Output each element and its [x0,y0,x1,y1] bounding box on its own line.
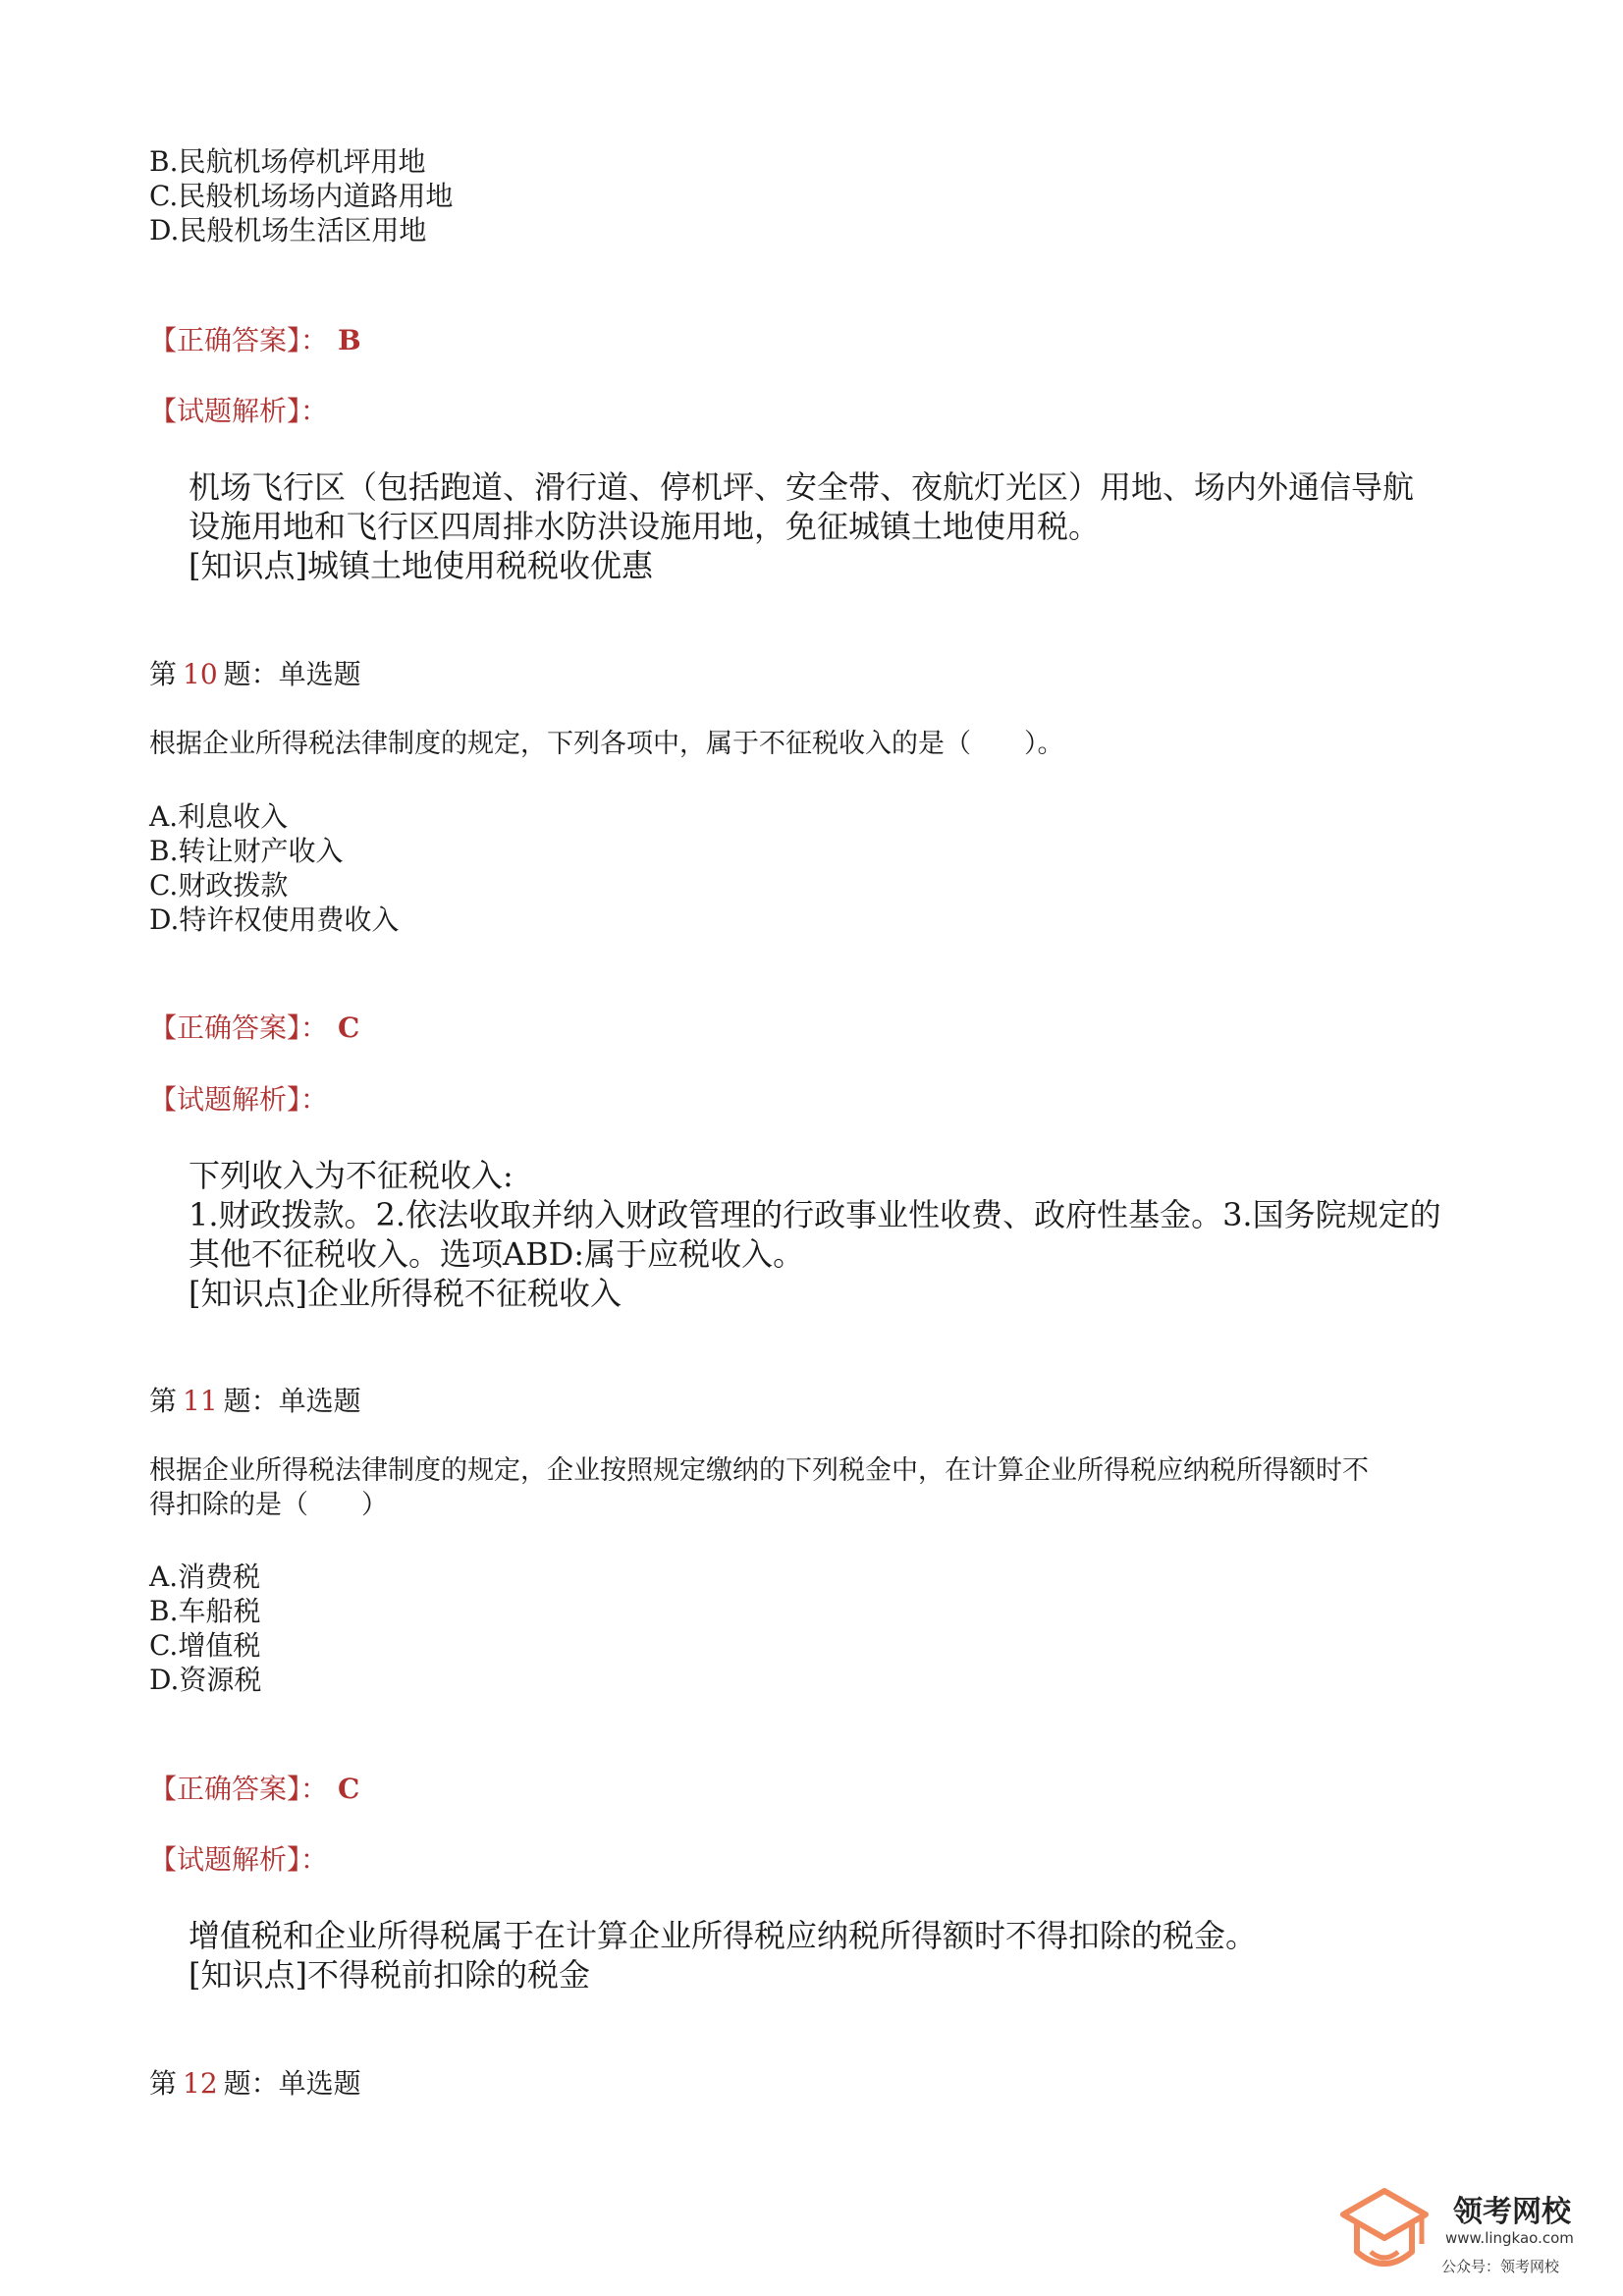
q10-answer-label: 【正确答案】： [149,1011,329,1044]
q10-knowledge-point: [知识点]企业所得税不征税收入 [189,1275,622,1312]
q12-heading [149,2067,361,2101]
q11-type: 题：单选题 [223,1385,361,1417]
q11-analysis-label: 【试题解析】： [149,1843,329,1876]
q11-prefix: 第 [149,1385,178,1417]
q11-option-d: D.资源税 [149,1664,262,1696]
q10-option-c: C.财政拨款 [149,869,289,902]
q9-knowledge-point: [知识点]城镇土地使用税税收优惠 [189,547,653,584]
q11-knowledge-point: [知识点]不得税前扣除的税金 [189,1956,590,1994]
q10-analysis-line: 1.财政拨款。2.依法收取并纳入财政管理的行政事业性收费、政府性基金。3.国务院规定的 [189,1196,1441,1233]
q10-heading [149,658,361,691]
q10-answer-letter: C [338,1011,360,1044]
q9-analysis-line: 机场飞行区（包括跑道、滑行道、停机坪、安全带、夜航灯光区）用地、场内外通信导航 [189,468,1415,506]
logo-url: www.lingkao.com [1445,2229,1574,2247]
q9-option-c: C.民般机场场内道路用地 [149,180,454,212]
q9-analysis-label: 【试题解析】： [149,395,329,427]
q9-option-d: D.民般机场生活区用地 [149,214,427,246]
q10-option-a: A.利息收入 [149,800,289,833]
q12-prefix: 第 [149,2067,178,2100]
q11-option-b: B.车船税 [149,1595,261,1627]
q9-answer-label: 【正确答案】： [149,324,329,356]
q11-option-a: A.消费税 [149,1560,261,1593]
q10-number: 10 [183,658,218,690]
q9-analysis-line: 设施用地和飞行区四周排水防洪设施用地，免征城镇土地使用税。 [189,508,1101,545]
q11-answer [149,1773,359,1806]
q10-prefix: 第 [149,658,178,690]
q11-option-c: C.增值税 [149,1629,261,1662]
q11-answer-label: 【正确答案】： [149,1773,329,1805]
site-logo [1335,2185,1600,2283]
q11-answer-letter: C [338,1773,360,1805]
q11-stem-line: 得扣除的是（ ） [149,1490,388,1520]
q12-type: 题：单选题 [223,2067,361,2100]
q10-option-d: D.特许权使用费收入 [149,903,400,936]
q11-number: 11 [183,1385,218,1417]
q9-answer [149,324,361,357]
q11-heading [149,1385,361,1418]
q10-analysis-label: 【试题解析】： [149,1083,329,1116]
logo-name: 领考网校 [1453,2195,1571,2229]
q9-option-b: B.民航机场停机坪用地 [149,145,426,178]
q10-type: 题：单选题 [223,658,361,690]
q10-analysis-line: 下列收入为不征税收入: [189,1157,514,1194]
q10-option-b: B.转让财产收入 [149,835,344,867]
q11-analysis-line: 增值税和企业所得税属于在计算企业所得税应纳税所得额时不得扣除的税金。 [189,1917,1258,1954]
q10-stem: 根据企业所得税法律制度的规定，下列各项中，属于不征税收入的是（ ）。 [149,729,1064,759]
q11-stem-line: 根据企业所得税法律制度的规定，企业按照规定缴纳的下列税金中，在计算企业所得税应纳税所得额时不 [149,1455,1369,1486]
graduation-cap-icon [1335,2185,1434,2283]
q10-analysis-line: 其他不征税收入。选项ABD:属于应税收入。 [189,1235,805,1273]
q9-answer-letter: B [338,324,361,356]
q10-answer [149,1011,359,1045]
q12-number: 12 [183,2067,218,2100]
logo-wechat: 公众号：领考网校 [1441,2258,1560,2275]
